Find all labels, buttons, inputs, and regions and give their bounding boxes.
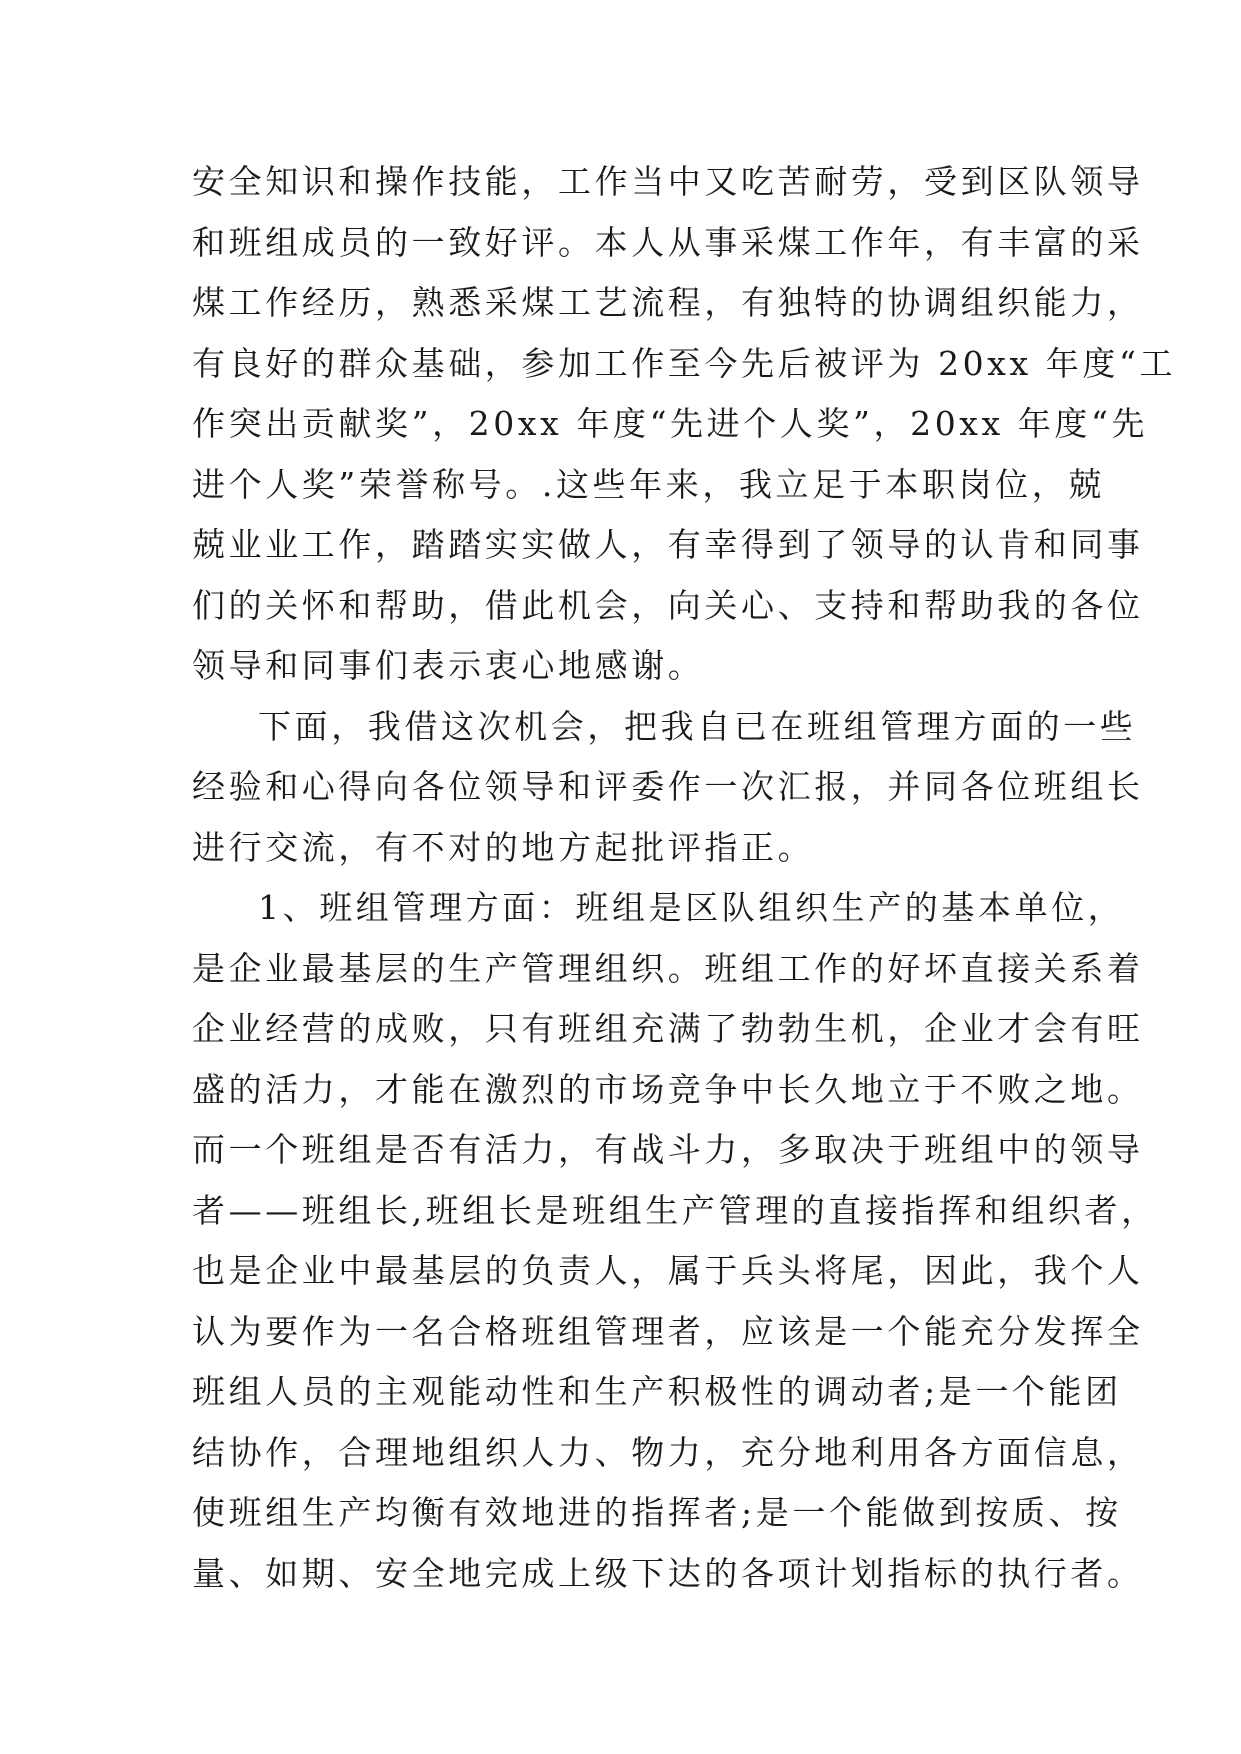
text-line: 使班组生产均衡有效地进的指挥者;是一个能做到按质、按 [192,1493,1122,1532]
text-line: 进行交流，有不对的地方起批评指正。 [192,827,815,867]
text-line: 进个人奖”荣誉称号。.这些年来，我立足于本职岗位，兢 [192,464,1105,504]
text-line: 是企业最基层的生产管理组织。班组工作的好坏直接关系着 [192,948,1144,988]
text-line: 兢业业工作，踏踏实实做人，有幸得到了领导的认肯和同事 [192,525,1144,564]
text-line: 也是企业中最基层的负责人，属于兵头将尾，因此，我个人 [192,1251,1144,1290]
body-text [192,152,1177,1604]
paragraph-first-line: 1、班组管理方面：班组是区队组织生产的基本单位， [258,888,1125,927]
text-line: 而一个班组是否有活力，有战斗力，多取决于班组中的领导 [192,1130,1144,1169]
text-line: 班组人员的主观能动性和生产积极性的调动者;是一个能团 [192,1372,1122,1411]
paragraph-first-line: 下面，我借这次机会，把我自已在班组管理方面的一些 [258,706,1137,746]
text-line: 有良好的群众基础，参加工作至今先后被评为 20xx 年度“工 [192,343,1177,383]
text-line: 经验和心得向各位领导和评委作一次汇报，并同各位班组长 [192,767,1144,806]
text-line: 领导和同事们表示衷心地感谢。 [192,646,705,685]
text-line: 认为要作为一名合格班组管理者，应该是一个能充分发挥全 [192,1311,1144,1351]
text-line: 作突出贡献奖”，20xx 年度“先进个人奖”，20xx 年度“先 [192,404,1149,443]
text-line: 和班组成员的一致好评。本人从事采煤工作年，有丰富的采 [192,222,1144,262]
text-line: 量、如期、安全地完成上级下达的各项计划指标的执行者。 [192,1553,1144,1593]
text-line: 煤工作经历，熟悉采煤工艺流程，有独特的协调组织能力， [192,283,1144,322]
text-line: 安全知识和操作技能，工作当中又吃苦耐劳，受到区队领导 [192,162,1144,201]
text-line: 们的关怀和帮助，借此机会，向关心、支持和帮助我的各位 [192,585,1144,625]
text-line: 者——班组长,班组长是班组生产管理的直接指挥和组织者， [192,1190,1158,1230]
text-line: 盛的活力，才能在激烈的市场竞争中长久地立于不败之地。 [192,1069,1144,1109]
text-line: 结协作，合理地组织人力、物力，充分地利用各方面信息， [192,1432,1144,1472]
text-line: 企业经营的成败，只有班组充满了勃勃生机，企业才会有旺 [192,1009,1144,1048]
